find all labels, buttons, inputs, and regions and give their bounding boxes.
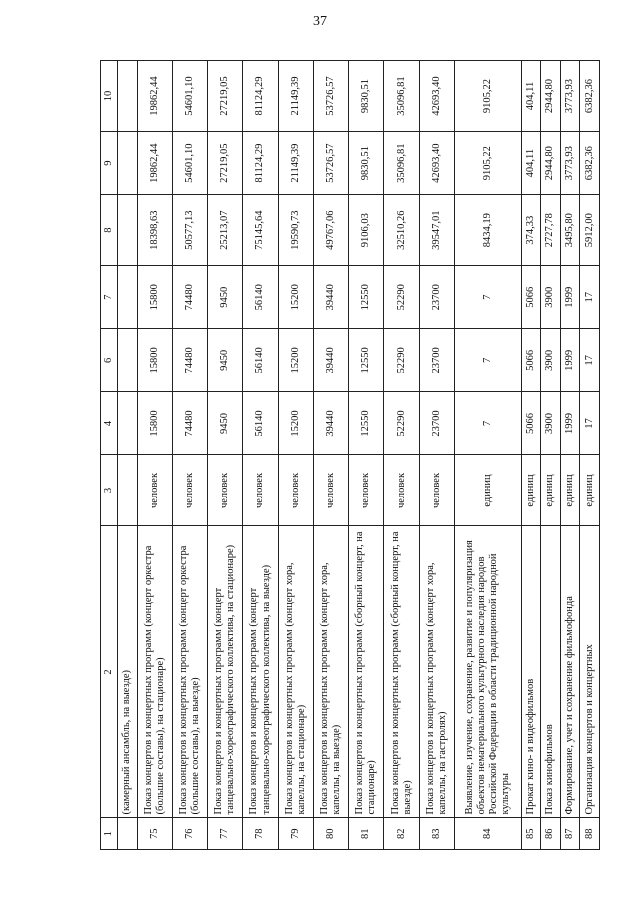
unit-cell: человек: [208, 455, 243, 526]
value-cell: 56140: [243, 329, 278, 392]
table-row: [243, 61, 278, 850]
rotated-table-wrapper: [100, 60, 600, 850]
header-cell: 1: [101, 818, 118, 850]
value-cell: 17: [580, 392, 600, 455]
value-cell: 9830,51: [349, 61, 384, 132]
table-row: [278, 61, 313, 850]
page-number: 37: [313, 14, 327, 29]
row-number-cell: 81: [349, 818, 384, 850]
value-cell: 75145,64: [243, 195, 278, 266]
value-cell: 39547,01: [419, 195, 454, 266]
row-number-cell: 87: [560, 818, 580, 850]
service-name-cell: Показ концертов и концертных программ (сборный концерт, на стационаре): [349, 526, 384, 818]
unit-cell: единиц: [560, 455, 580, 526]
row-number-cell: 86: [541, 818, 561, 850]
value-cell: 56140: [243, 392, 278, 455]
service-name-cell: Показ концертов и концертных программ (концерт танцевально-хореографического коллектива, на выезде): [243, 526, 278, 818]
value-cell: 17: [580, 329, 600, 392]
service-name-cell: Выявление, изучение, сохранение, развитие и популяризация объектов нематериального культурного наследия народов Российской Федерации в области традиционной народной культуры: [454, 526, 521, 818]
value-cell: 53726,57: [313, 132, 348, 195]
row-number-cell: 77: [208, 818, 243, 850]
value-cell: 5066: [521, 266, 541, 329]
unit-cell: единиц: [580, 455, 600, 526]
value-cell: 2944,80: [541, 61, 561, 132]
table-row: [118, 61, 138, 850]
service-name-cell: Показ концертов и концертных программ (концерт танцевально-хореографического коллектива, на стационаре): [208, 526, 243, 818]
value-cell: 2727,78: [541, 195, 561, 266]
value-cell: 7: [454, 266, 521, 329]
value-cell: 81124,29: [243, 132, 278, 195]
header-cell: 10: [101, 61, 118, 132]
service-name-cell: Показ концертов и концертных программ (концерт хора, капеллы, на стационаре): [278, 526, 313, 818]
value-cell: 9450: [208, 329, 243, 392]
value-cell: 27219,05: [208, 132, 243, 195]
value-cell: 9830,51: [349, 132, 384, 195]
value-cell: 5066: [521, 392, 541, 455]
value-cell: 6382,36: [580, 61, 600, 132]
value-cell: 39440: [313, 329, 348, 392]
unit-cell: человек: [243, 455, 278, 526]
unit-cell: единиц: [541, 455, 561, 526]
value-cell: [118, 392, 138, 455]
row-number-cell: 78: [243, 818, 278, 850]
value-cell: 3773,93: [560, 61, 580, 132]
service-name-cell: Организация концертов и концертных: [580, 526, 600, 818]
value-cell: 42693,40: [419, 132, 454, 195]
unit-cell: единиц: [454, 455, 521, 526]
service-name-cell: Показ концертов и концертных программ (концерт оркестра (большие составы), на стационаре): [137, 526, 172, 818]
table-row: [137, 61, 172, 850]
row-number-cell: 80: [313, 818, 348, 850]
unit-cell: человек: [313, 455, 348, 526]
row-number-cell: 76: [172, 818, 207, 850]
value-cell: 9105,22: [454, 61, 521, 132]
value-cell: 56140: [243, 266, 278, 329]
value-cell: 74480: [172, 392, 207, 455]
table-row: [313, 61, 348, 850]
row-number-cell: 82: [384, 818, 419, 850]
value-cell: 404,11: [521, 132, 541, 195]
value-cell: 6382,36: [580, 132, 600, 195]
value-cell: 49767,06: [313, 195, 348, 266]
table-row: [560, 61, 580, 850]
service-name-cell: Показ кинофильмов: [541, 526, 561, 818]
row-number-cell: 88: [580, 818, 600, 850]
value-cell: 25213,07: [208, 195, 243, 266]
value-cell: 39440: [313, 392, 348, 455]
header-cell: 2: [101, 526, 118, 818]
value-cell: 9450: [208, 266, 243, 329]
value-cell: 21149,39: [278, 61, 313, 132]
value-cell: [118, 61, 138, 132]
service-name-cell: Показ концертов и концертных программ (концерт хора, капеллы, на гастролях): [419, 526, 454, 818]
value-cell: 35096,81: [384, 132, 419, 195]
value-cell: 17: [580, 266, 600, 329]
value-cell: 42693,40: [419, 61, 454, 132]
row-number-cell: 79: [278, 818, 313, 850]
value-cell: 3773,93: [560, 132, 580, 195]
table-row: [521, 61, 541, 850]
value-cell: 5912,00: [580, 195, 600, 266]
header-cell: 8: [101, 195, 118, 266]
service-name-cell: Показ концертов и концертных программ (концерт хора, капеллы, на выезде): [313, 526, 348, 818]
value-cell: [118, 266, 138, 329]
value-cell: 3900: [541, 392, 561, 455]
value-cell: 7: [454, 329, 521, 392]
header-cell: 3: [101, 455, 118, 526]
value-cell: 18398,63: [137, 195, 172, 266]
service-name-cell: Показ концертов и концертных программ (концерт оркестра (большие составы), на выезде): [172, 526, 207, 818]
unit-cell: человек: [349, 455, 384, 526]
value-cell: 3900: [541, 266, 561, 329]
table-row: [172, 61, 207, 850]
value-cell: 74480: [172, 266, 207, 329]
service-name-cell: Показ концертов и концертных программ (сборный концерт, на выезде): [384, 526, 419, 818]
table-row: [419, 61, 454, 850]
table-row: [580, 61, 600, 850]
value-cell: 8434,19: [454, 195, 521, 266]
value-cell: 5066: [521, 329, 541, 392]
header-row: [101, 61, 118, 850]
unit-cell: человек: [278, 455, 313, 526]
value-cell: 2944,80: [541, 132, 561, 195]
table-row: [208, 61, 243, 850]
value-cell: 3495,80: [560, 195, 580, 266]
value-cell: 7: [454, 392, 521, 455]
value-cell: 15800: [137, 392, 172, 455]
service-name-cell: (камерный ансамбль, на выезде): [118, 526, 138, 818]
value-cell: 12550: [349, 392, 384, 455]
value-cell: 52290: [384, 266, 419, 329]
value-cell: 1999: [560, 329, 580, 392]
value-cell: 52290: [384, 392, 419, 455]
value-cell: 54601,10: [172, 132, 207, 195]
value-cell: 9105,22: [454, 132, 521, 195]
value-cell: [118, 195, 138, 266]
value-cell: 23700: [419, 329, 454, 392]
value-cell: 15200: [278, 266, 313, 329]
value-cell: 35096,81: [384, 61, 419, 132]
value-cell: 15800: [137, 266, 172, 329]
value-cell: 54601,10: [172, 61, 207, 132]
value-cell: 15200: [278, 392, 313, 455]
unit-cell: человек: [384, 455, 419, 526]
value-cell: 1999: [560, 392, 580, 455]
unit-cell: человек: [419, 455, 454, 526]
service-name-cell: Прокат кино- и видеофильмов: [521, 526, 541, 818]
value-cell: 19862,44: [137, 61, 172, 132]
unit-cell: [118, 455, 138, 526]
service-name-cell: Формирование, учет и сохранение фильмофонда: [560, 526, 580, 818]
value-cell: [118, 329, 138, 392]
header-cell: 6: [101, 329, 118, 392]
value-cell: 53726,57: [313, 61, 348, 132]
value-cell: 9450: [208, 392, 243, 455]
table-row: [384, 61, 419, 850]
value-cell: 27219,05: [208, 61, 243, 132]
value-cell: 15200: [278, 329, 313, 392]
value-cell: 52290: [384, 329, 419, 392]
value-cell: 19862,44: [137, 132, 172, 195]
value-cell: 12550: [349, 266, 384, 329]
value-cell: 404,11: [521, 61, 541, 132]
value-cell: 3900: [541, 329, 561, 392]
value-cell: 81124,29: [243, 61, 278, 132]
unit-cell: человек: [137, 455, 172, 526]
value-cell: 374,33: [521, 195, 541, 266]
value-cell: 23700: [419, 392, 454, 455]
value-cell: [118, 132, 138, 195]
value-cell: 23700: [419, 266, 454, 329]
table-row: [349, 61, 384, 850]
value-cell: 21149,39: [278, 132, 313, 195]
value-cell: 32510,26: [384, 195, 419, 266]
row-number-cell: 83: [419, 818, 454, 850]
header-cell: 4: [101, 392, 118, 455]
value-cell: 50577,13: [172, 195, 207, 266]
value-cell: 74480: [172, 329, 207, 392]
value-cell: 9106,03: [349, 195, 384, 266]
value-cell: 39440: [313, 266, 348, 329]
header-cell: 7: [101, 266, 118, 329]
value-cell: 15800: [137, 329, 172, 392]
header-cell: 9: [101, 132, 118, 195]
row-number-cell: 84: [454, 818, 521, 850]
table-row: [454, 61, 521, 850]
table-row: [541, 61, 561, 850]
row-number-cell: 85: [521, 818, 541, 850]
row-number-cell: [118, 818, 138, 850]
data-table: [100, 60, 600, 850]
unit-cell: человек: [172, 455, 207, 526]
row-number-cell: 75: [137, 818, 172, 850]
value-cell: 1999: [560, 266, 580, 329]
value-cell: 12550: [349, 329, 384, 392]
value-cell: 19590,73: [278, 195, 313, 266]
unit-cell: единиц: [521, 455, 541, 526]
